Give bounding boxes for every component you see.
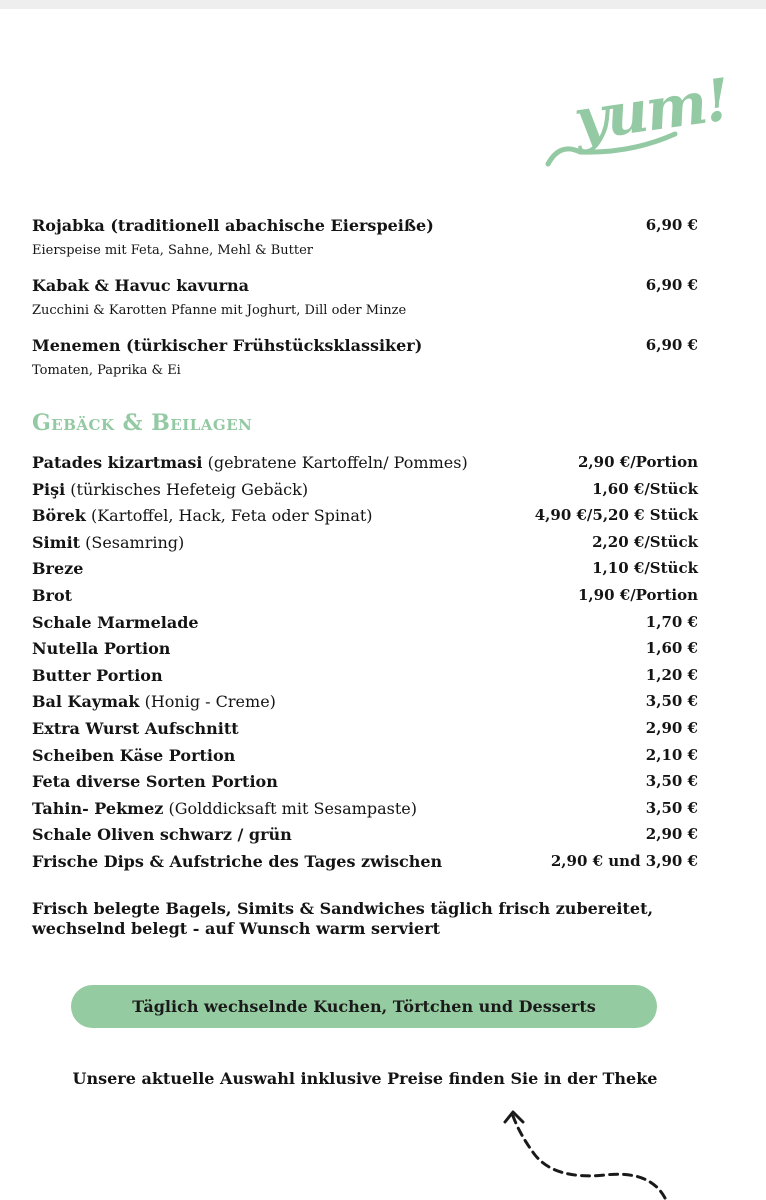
item-name: Breze [32, 559, 84, 579]
list-item [32, 557, 698, 584]
list-item [32, 770, 698, 797]
list-item [32, 637, 698, 664]
dashed-arrow-icon [495, 1100, 685, 1200]
section-title: Gebäck & Beilagen [32, 410, 253, 436]
list-item [32, 797, 698, 824]
item-price: 3,50 € [645, 798, 698, 817]
item-price: 1,60 €/Stück [592, 479, 698, 498]
note-line: wechselnd belegt - auf Wunsch warm serviert [32, 919, 441, 938]
item-name: Börek [32, 506, 86, 526]
dish-name: Menemen (türkischer Frühstücksklassiker) [32, 336, 423, 355]
item-price: 2,90 € [645, 825, 698, 844]
item-price: 3,50 € [645, 692, 698, 711]
item-price: 1,10 €/Stück [592, 559, 698, 578]
item-name: Bal Kaymak [32, 692, 140, 712]
list-item [32, 744, 698, 771]
list-item [32, 690, 698, 717]
item-price: 2,10 € [645, 745, 698, 764]
item-detail: (gebratene Kartoffeln/ Pommes) [207, 453, 468, 472]
item-price: 1,70 € [645, 612, 698, 631]
list-item [32, 451, 698, 478]
item-price: 3,50 € [645, 772, 698, 791]
list-item [32, 717, 698, 744]
footer-note: Unsere aktuelle Auswahl inklusive Preise finden Sie in der Theke [72, 1069, 658, 1088]
item-price: 2,90 € und 3,90 € [550, 851, 698, 870]
item-price: 2,20 €/Stück [592, 532, 698, 551]
logo-swoosh-icon [540, 72, 710, 184]
item-detail: (Golddicksaft mit Sesampaste) [168, 798, 417, 818]
yum-logo [540, 65, 733, 184]
item-price: 1,90 €/Portion [578, 585, 698, 604]
list-item [32, 504, 698, 531]
dish-description: Eierspeise mit Feta, Sahne, Mehl & Butter [32, 243, 313, 258]
dish-name: Rojabka (traditionell abachische Eierspeiße) [32, 216, 434, 235]
item-name: Scheiben Käse Portion [32, 745, 236, 765]
item-name: Brot [32, 585, 73, 605]
list-item [32, 823, 698, 850]
dish-price: 6,90 € [645, 276, 698, 294]
list-item [32, 584, 698, 611]
item-price: 1,60 € [645, 639, 698, 658]
item-name: Frische Dips & Aufstriche des Tages zwischen [32, 851, 443, 871]
item-detail: (Kartoffel, Hack, Feta oder Spinat) [90, 506, 373, 526]
item-name: Tahin- Pekmez [32, 798, 164, 818]
dish-price: 6,90 € [645, 216, 698, 234]
item-name: Nutella Portion [32, 639, 171, 659]
item-name: Patades kizartmasi [32, 453, 203, 472]
item-name: Pişi [32, 479, 66, 499]
top-bar [0, 0, 766, 9]
dish-description: Zucchini & Karotten Pfanne mit Joghurt, Dill oder Minze [32, 303, 407, 318]
item-name: Butter Portion [32, 665, 163, 685]
logo-text: yum! [570, 65, 733, 155]
item-detail: (Sesamring) [85, 532, 185, 552]
item-price: 1,20 € [645, 665, 698, 684]
item-name: Schale Oliven schwarz / grün [32, 825, 292, 845]
item-name: Schale Marmelade [32, 612, 199, 632]
item-price: 4,90 €/5,20 € Stück [534, 506, 698, 525]
item-name: Extra Wurst Aufschnitt [32, 718, 239, 738]
dish-price: 6,90 € [645, 336, 698, 354]
list-item [32, 478, 698, 505]
item-price: 2,90 €/Portion [578, 453, 698, 471]
item-name: Feta diverse Sorten Portion [32, 772, 278, 792]
dish-name: Kabak & Havuc kavurna [32, 276, 250, 295]
dish-description: Tomaten, Paprika & Ei [32, 363, 181, 378]
list-item [32, 850, 698, 877]
menu-list [32, 451, 698, 877]
note-line: Frisch belegte Bagels, Simits & Sandwiches täglich frisch zubereitet, [32, 899, 654, 918]
dessert-banner: Täglich wechselnde Kuchen, Törtchen und Desserts [71, 985, 657, 1028]
item-name: Simit [32, 532, 81, 552]
item-detail: (türkisches Hefeteig Gebäck) [70, 479, 309, 499]
list-item [32, 531, 698, 558]
list-item [32, 664, 698, 691]
item-price: 2,90 € [645, 718, 698, 737]
list-item [32, 611, 698, 638]
item-detail: (Honig - Creme) [144, 692, 276, 712]
bagel-note [32, 899, 712, 939]
